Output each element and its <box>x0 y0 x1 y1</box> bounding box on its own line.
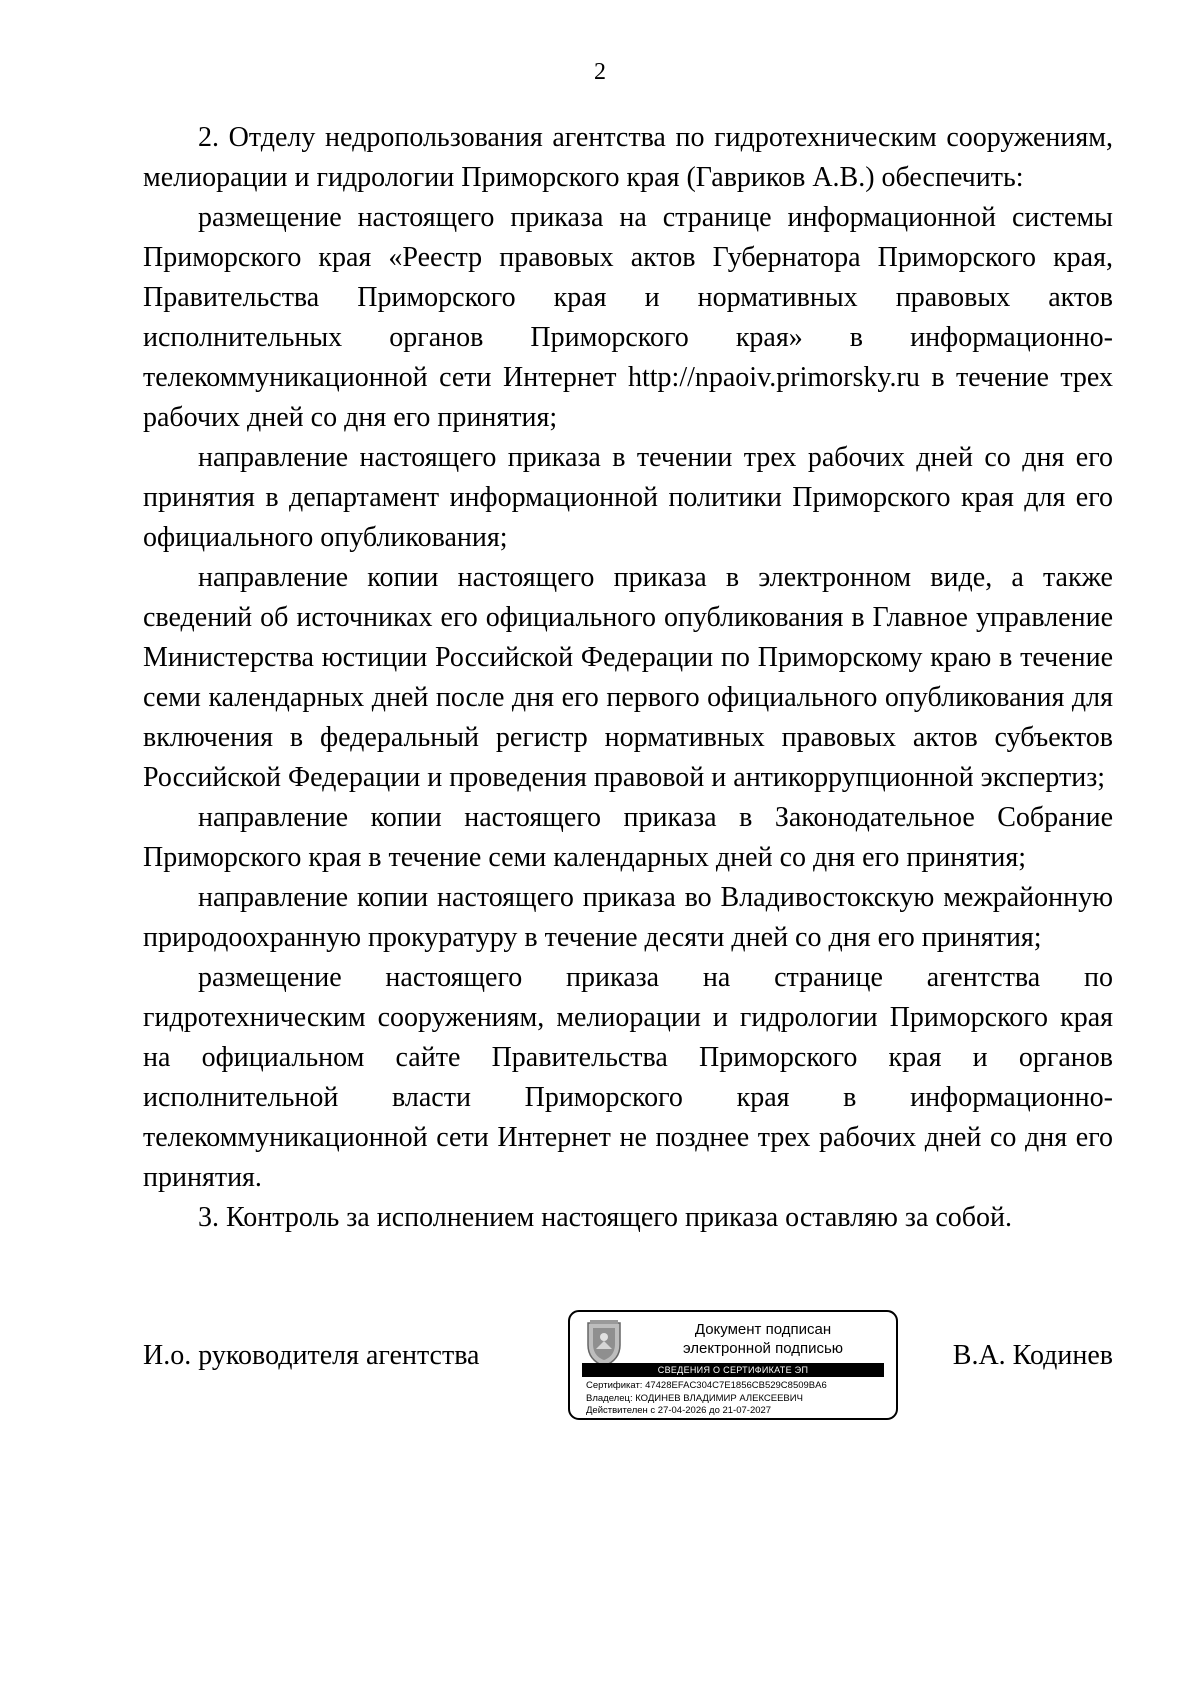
document-body <box>143 118 1113 1238</box>
stamp-heading-line2: электронной подписью <box>682 1340 844 1357</box>
paragraph-send-prosecutor: направление копии настоящего приказа во Владивостокскую межрайонную природоохранную прокуратуру в течение десяти дней со дня его принятия; <box>143 882 1113 953</box>
page-number: 2 <box>594 59 606 85</box>
electronic-signature-stamp <box>568 1310 898 1420</box>
signature-block <box>143 1310 1113 1430</box>
certificate-owner: Владелец: КОДИНЕВ ВЛАДИМИР АЛЕКСЕЕВИЧ <box>586 1392 803 1404</box>
stamp-heading <box>638 1320 888 1358</box>
stamp-heading-line1: Документ подписан <box>694 1321 832 1338</box>
paragraph-send-legislative-assembly: направление копии настоящего приказа в Законодательное Собрание Приморского края в течение семи календарных дней со дня его принятия; <box>143 802 1113 873</box>
certificate-number: Сертификат: 47428EFAC304C7E1856CB529C8509BA6 <box>586 1380 827 1391</box>
paragraph-item-2: 2. Отделу недропользования агентства по гидротехническим сооружениям, мелиорации и гидрологии Приморского края (Гавриков А.В.) обеспечить: <box>143 122 1113 193</box>
signatory-title: И.о. руководителя агентства <box>143 1340 480 1371</box>
certificate-info-bar: СВЕДЕНИЯ О СЕРТИФИКАТЕ ЭП <box>582 1363 884 1377</box>
signatory-name: В.А. Кодинев <box>952 1340 1113 1371</box>
certificate-details <box>586 1380 886 1418</box>
paragraph-send-info-policy: направление настоящего приказа в течении трех рабочих дней со дня его принятия в департамент информационной политики Приморского края для его официального опубликования; <box>143 442 1113 553</box>
primorsky-coat-of-arms-icon <box>584 1319 624 1367</box>
certificate-validity: Действителен с 27-04-2026 до 21-07-2027 <box>586 1405 772 1416</box>
paragraph-publish-agency-site: размещение настоящего приказа на странице агентства по гидротехническим сооружениям, мелиорации и гидрологии Приморского края на официальном сайте Правительства Приморского края и органов исполнительной власти Приморского края в информационно-телекоммуникационной сети Интернет не позднее трех рабочих дней со дня его принятия. <box>143 962 1113 1193</box>
paragraph-item-3: 3. Контроль за исполнением настоящего приказа оставляю за собой. <box>198 1202 1013 1233</box>
paragraph-send-ministry-justice: направление копии настоящего приказа в электронном виде, а также сведений об источниках его официального опубликования в Главное управление Министерства юстиции Российской Федерации по Приморскому краю в течение семи календарных дней после дня его первого официального опубликования для включения в федеральный регистр нормативных правовых актов субъектов Российской Федерации и проведения правовой и антикоррупционной экспертиз; <box>143 562 1113 793</box>
paragraph-publish-registry: размещение настоящего приказа на странице информационной системы Приморского края «Реестр правовых актов Губернатора Приморского края, Правительства Приморского края и нормативных правовых актов исполнительных органов Приморского края» в информационно-телекоммуникационной сети Интернет http://npaoiv.primorsky.ru в течение трех рабочих дней со дня его принятия; <box>143 202 1113 433</box>
